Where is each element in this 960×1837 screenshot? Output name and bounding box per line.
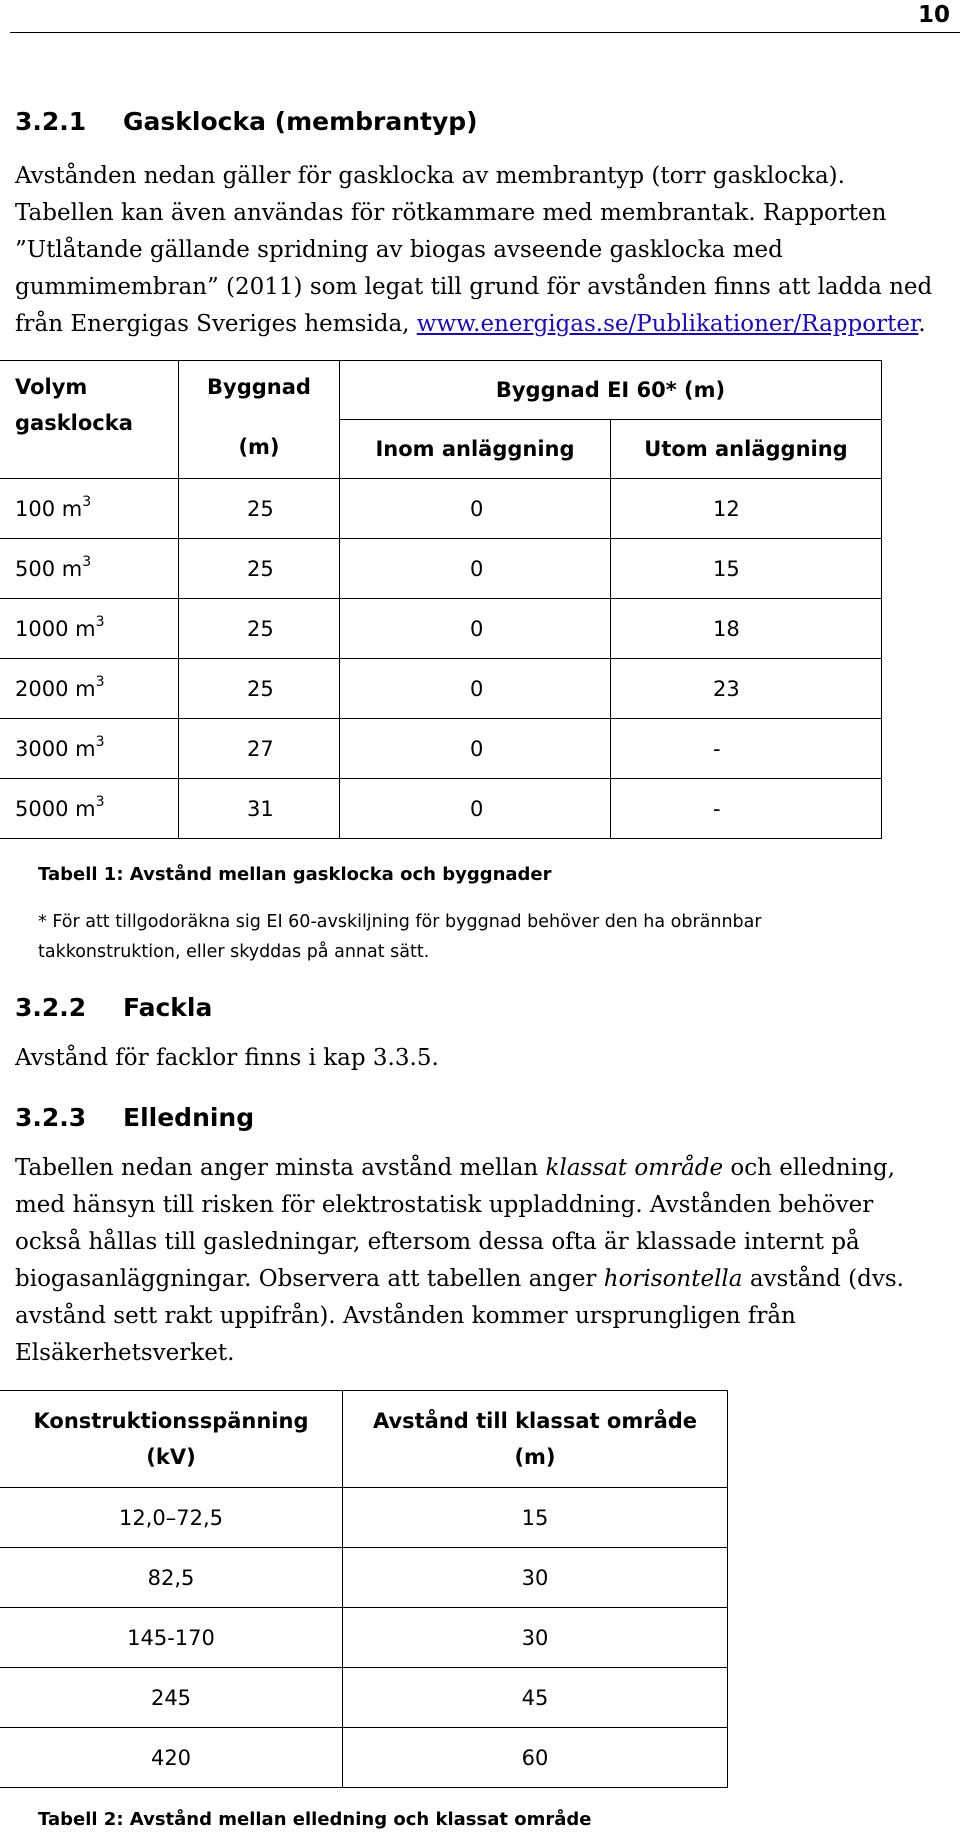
heading-3-2-3	[15, 1102, 254, 1134]
table-row: 500 $m^3$ 25 0 15	[0, 539, 882, 599]
heading-3-2-2	[15, 992, 212, 1024]
table-header-outside: Utom anläggning	[611, 420, 882, 479]
table-header-voltage: Konstruktionsspänning (kV)	[0, 1391, 343, 1488]
table-row: 420 60	[0, 1728, 728, 1788]
table-elledning-distances	[0, 1390, 728, 1788]
table-row: 12,0–72,5 15	[0, 1488, 728, 1548]
table-row: 2000 $m^3$ 25 0 23	[0, 659, 882, 719]
paragraph-line: också hållas till gasledningar, eftersom dessa ofta är klassade internt på	[15, 1229, 860, 1255]
table-row: 1000 $m^3$ 25 0 18	[0, 599, 882, 659]
heading-number: 3.2.2	[15, 993, 87, 1022]
page-number: 10	[917, 2, 950, 28]
table-1-caption: Tabell 1: Avstånd mellan gasklocka och byggnader	[38, 864, 552, 885]
table-header-inside: Inom anläggning	[340, 420, 611, 479]
heading-title: Elledning	[123, 1103, 255, 1132]
heading-3-2-1	[15, 106, 478, 138]
paragraph-line: gummimembran” (2011) som legat till grund för avstånden finns att ladda ned	[15, 274, 933, 300]
paragraph-fackla: Avstånd för facklor finns i kap 3.3.5.	[15, 1045, 439, 1071]
header-rule	[10, 32, 960, 33]
table-gasklocka-distances	[0, 360, 882, 839]
paragraph-line: Elsäkerhetsverket.	[15, 1340, 235, 1366]
heading-title: Fackla	[123, 993, 213, 1022]
heading-number: 3.2.3	[15, 1103, 87, 1132]
table-header-volume: Volym gasklocka	[0, 361, 179, 479]
paragraph-line: med hänsyn till risken för elektrostatisk uppladdning. Avstånden behöver	[15, 1192, 874, 1218]
table-row: 145-170 30	[0, 1608, 728, 1668]
paragraph-line: Avstånden nedan gäller för gasklocka av membrantyp (torr gasklocka).	[15, 163, 845, 189]
paragraph-line: ”Utlåtande gällande spridning av biogas avseende gasklocka med	[15, 237, 783, 263]
table-header-building: Byggnad (m)	[179, 361, 340, 479]
table-row: 3000 $m^3$ 27 0 -	[0, 719, 882, 779]
paragraph-elledning	[15, 1150, 950, 1372]
paragraph-line: Tabellen kan även användas för rötkammare med membrantak. Rapporten	[15, 200, 887, 226]
table-row: 245 45	[0, 1668, 728, 1728]
heading-title: Gasklocka (membrantyp)	[123, 107, 478, 136]
paragraph-line: biogasanläggningar. Observera att tabellen anger horisontella avstånd (dvs.	[15, 1266, 904, 1292]
paragraph-line: avstånd sett rakt uppifrån). Avstånden kommer ursprungligen från	[15, 1303, 796, 1329]
table-row: 5000 $m^3$ 31 0 -	[0, 779, 882, 839]
table-header-ei60: Byggnad EI 60* (m)	[340, 361, 882, 420]
heading-number: 3.2.1	[15, 107, 87, 136]
table-row: 100 $m^3$ 25 0 12	[0, 479, 882, 539]
paragraph-line: från Energigas Sveriges hemsida, www.energigas.se/Publikationer/Rapporter.	[15, 311, 926, 337]
table-2-caption: Tabell 2: Avstånd mellan elledning och klassat område	[38, 1809, 592, 1830]
paragraph-gasklocka	[15, 158, 950, 343]
table-row: 82,5 30	[0, 1548, 728, 1608]
energigas-link[interactable]: www.energigas.se/Publikationer/Rapporter	[416, 311, 919, 337]
paragraph-line: Tabellen nedan anger minsta avstånd mellan klassat område och elledning,	[15, 1155, 895, 1181]
table-header-distance: Avstånd till klassat område (m)	[343, 1391, 728, 1488]
table-1-footnote: * För att tillgodoräkna sig EI 60-avskiljning för byggnad behöver den ha obrännbar takkonstruktion, eller skyddas på annat sätt.	[38, 912, 762, 962]
